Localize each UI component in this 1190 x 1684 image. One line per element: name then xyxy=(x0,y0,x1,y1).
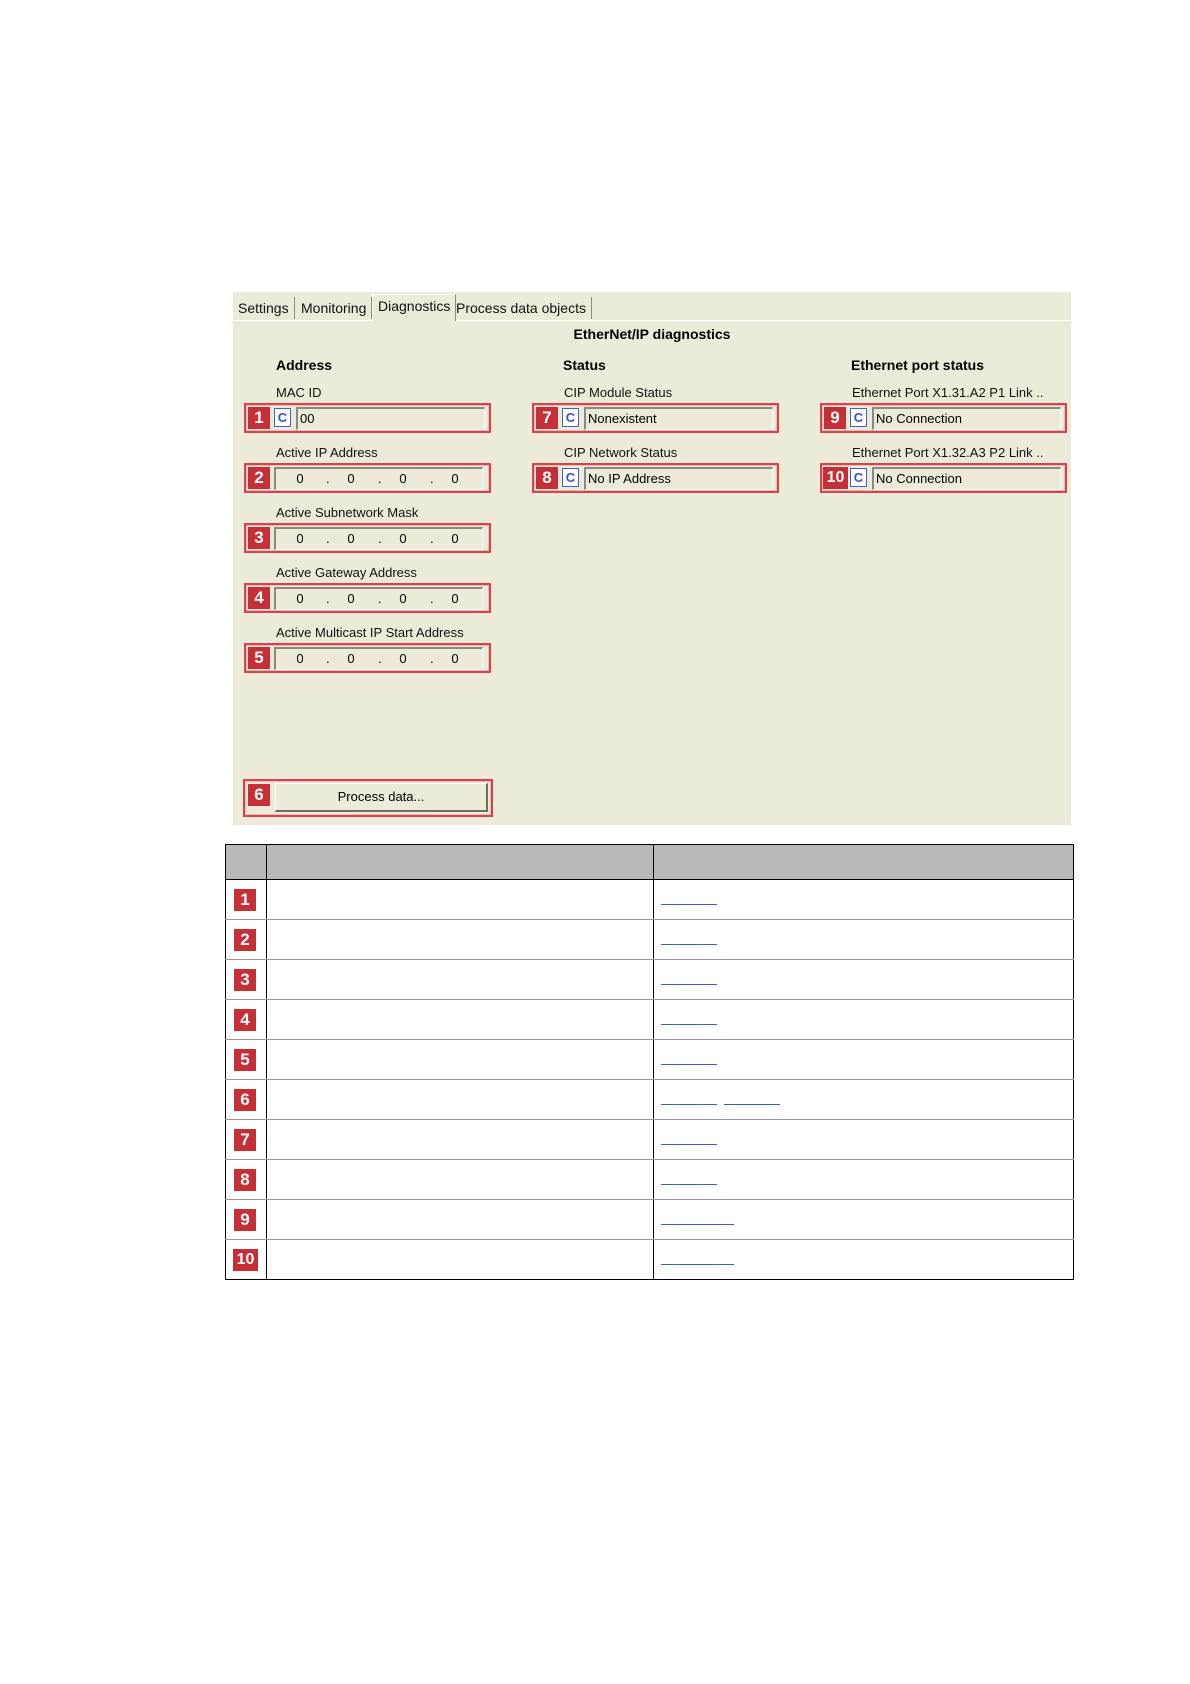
legend-row xyxy=(226,960,1074,1000)
active-multicast-ip-start-address-field[interactable] xyxy=(274,647,483,670)
legend-description-cell xyxy=(267,880,654,920)
legend-link[interactable] xyxy=(661,904,717,905)
callout-badge-5: 5 xyxy=(248,647,270,669)
active-subnetwork-mask-label: Active Subnetwork Mask xyxy=(276,505,419,520)
cip-network-status-field: No IP Address xyxy=(584,467,773,490)
legend-number-cell xyxy=(226,1080,267,1120)
legend-badge: 3 xyxy=(234,969,256,991)
legend-description-cell xyxy=(267,1080,654,1120)
legend-link[interactable] xyxy=(661,1184,717,1185)
legend-row xyxy=(226,1160,1074,1200)
ip-dot: . xyxy=(378,591,382,606)
callout-badge-1: 1 xyxy=(248,407,270,429)
active-multicast-ip-start-address-label: Active Multicast IP Start Address xyxy=(276,625,464,640)
legend-number-cell xyxy=(226,960,267,1000)
legend-header-row xyxy=(226,845,1074,880)
active-gateway-address-field[interactable] xyxy=(274,587,483,610)
legend-row xyxy=(226,1080,1074,1120)
legend-badge: 6 xyxy=(234,1089,256,1111)
legend-badge: 10 xyxy=(233,1249,258,1271)
ip-octet: 0 xyxy=(399,471,407,486)
legend-table xyxy=(225,844,1074,1280)
cip-module-status-label: CIP Module Status xyxy=(564,385,673,400)
mac-id-field: 00 xyxy=(296,407,485,430)
c-icon: C xyxy=(274,408,291,427)
ip-dot: . xyxy=(326,651,330,666)
ip-octet: 0 xyxy=(347,591,355,606)
ip-octet: 0 xyxy=(296,651,304,666)
ip-dot: . xyxy=(430,471,434,486)
legend-number-cell xyxy=(226,1200,267,1240)
ip-dot: . xyxy=(378,471,382,486)
tab-monitoring[interactable]: Monitoring xyxy=(296,297,372,319)
ip-octet: 0 xyxy=(451,471,459,486)
legend-link-cell xyxy=(654,1200,1074,1240)
legend-row xyxy=(226,920,1074,960)
c-icon: C xyxy=(562,468,579,487)
ip-octet: 0 xyxy=(451,651,459,666)
active-gateway-address-label: Active Gateway Address xyxy=(276,565,417,580)
callout-badge-2: 2 xyxy=(248,467,270,489)
legend-link[interactable] xyxy=(724,1104,780,1105)
legend-header-cell xyxy=(226,845,267,880)
tab-process-data-objects[interactable]: Process data objects xyxy=(451,297,592,319)
ip-octet: 0 xyxy=(296,531,304,546)
legend-description-cell xyxy=(267,1240,654,1280)
legend-badge: 7 xyxy=(234,1129,256,1151)
legend-description-cell xyxy=(267,1160,654,1200)
address-heading: Address xyxy=(276,357,333,373)
callout-badge-7: 7 xyxy=(536,407,558,429)
legend-link-cell xyxy=(654,1000,1074,1040)
ethernet-port-1-field: No Connection xyxy=(872,407,1061,430)
legend-link-cell xyxy=(654,920,1074,960)
active-ip-address-label: Active IP Address xyxy=(276,445,378,460)
legend-link[interactable] xyxy=(661,1144,717,1145)
callout-badge-9: 9 xyxy=(824,407,846,429)
ip-octet: 0 xyxy=(451,591,459,606)
legend-badge: 1 xyxy=(234,889,256,911)
legend-badge: 5 xyxy=(234,1049,256,1071)
diagnostics-panel xyxy=(233,292,1071,825)
legend-badge: 4 xyxy=(234,1009,256,1031)
tab-settings[interactable]: Settings xyxy=(233,297,295,319)
ip-octet: 0 xyxy=(347,471,355,486)
ip-dot: . xyxy=(430,591,434,606)
legend-row xyxy=(226,880,1074,920)
legend-badge: 2 xyxy=(234,929,256,951)
legend-number-cell xyxy=(226,1240,267,1280)
ip-dot: . xyxy=(326,591,330,606)
ethernet-port-status-heading: Ethernet port status xyxy=(851,357,985,373)
legend-link[interactable] xyxy=(661,944,717,945)
legend-row xyxy=(226,1200,1074,1240)
legend-description-cell xyxy=(267,1040,654,1080)
ip-dot: . xyxy=(378,531,382,546)
ip-dot: . xyxy=(430,531,434,546)
tab-bar xyxy=(233,292,1071,321)
legend-number-cell xyxy=(226,1040,267,1080)
ethernet-port-2-label: Ethernet Port X1.32.A3 P2 Link .. xyxy=(852,445,1044,460)
callout-badge-6: 6 xyxy=(248,784,270,806)
legend-number-cell xyxy=(226,1160,267,1200)
ip-dot: . xyxy=(430,651,434,666)
legend-row xyxy=(226,1040,1074,1080)
ethernet-port-1-label: Ethernet Port X1.31.A2 P1 Link .. xyxy=(852,385,1044,400)
active-subnetwork-mask-field[interactable] xyxy=(274,527,483,550)
ip-octet: 0 xyxy=(296,591,304,606)
legend-header-cell xyxy=(654,845,1074,880)
legend-badge: 8 xyxy=(234,1169,256,1191)
legend-badge: 9 xyxy=(234,1209,256,1231)
c-icon: C xyxy=(850,468,867,487)
legend-link[interactable] xyxy=(661,1264,734,1265)
ip-octet: 0 xyxy=(399,651,407,666)
legend-description-cell xyxy=(267,1000,654,1040)
legend-number-cell xyxy=(226,1000,267,1040)
legend-link[interactable] xyxy=(661,984,717,985)
legend-row xyxy=(226,1240,1074,1280)
legend-header-cell xyxy=(267,845,654,880)
c-icon: C xyxy=(850,408,867,427)
legend-link-cell xyxy=(654,1160,1074,1200)
legend-row xyxy=(226,1000,1074,1040)
ip-dot: . xyxy=(378,651,382,666)
callout-badge-10: 10 xyxy=(823,467,848,489)
callout-badge-8: 8 xyxy=(536,467,558,489)
ip-dot: . xyxy=(326,531,330,546)
cip-network-status-label: CIP Network Status xyxy=(564,445,678,460)
ip-octet: 0 xyxy=(451,531,459,546)
legend-number-cell xyxy=(226,1120,267,1160)
process-data-button[interactable]: Process data... xyxy=(275,783,488,812)
cip-module-status-field: Nonexistent xyxy=(584,407,773,430)
legend-link-cell xyxy=(654,960,1074,1000)
legend-number-cell xyxy=(226,920,267,960)
tab-diagnostics[interactable]: Diagnostics xyxy=(372,294,456,321)
legend-link[interactable] xyxy=(661,1104,717,1105)
legend-link[interactable] xyxy=(661,1224,734,1225)
ip-octet: 0 xyxy=(347,651,355,666)
legend-description-cell xyxy=(267,960,654,1000)
status-heading: Status xyxy=(563,357,606,373)
legend-link-cell xyxy=(654,1120,1074,1160)
active-ip-address-field[interactable] xyxy=(274,467,483,490)
callout-badge-4: 4 xyxy=(248,587,270,609)
c-icon: C xyxy=(562,408,579,427)
legend-link-cell xyxy=(654,1240,1074,1280)
ip-octet: 0 xyxy=(399,531,407,546)
legend-row xyxy=(226,1120,1074,1160)
panel-title: EtherNet/IP diagnostics xyxy=(573,326,731,342)
ip-dot: . xyxy=(326,471,330,486)
ethernet-port-2-field: No Connection xyxy=(872,467,1061,490)
legend-link[interactable] xyxy=(661,1064,717,1065)
callout-badge-3: 3 xyxy=(248,527,270,549)
ip-octet: 0 xyxy=(347,531,355,546)
legend-description-cell xyxy=(267,920,654,960)
legend-link-cell xyxy=(654,880,1074,920)
mac-id-label: MAC ID xyxy=(276,385,322,400)
legend-description-cell xyxy=(267,1120,654,1160)
legend-link-cell xyxy=(654,1040,1074,1080)
legend-description-cell xyxy=(267,1200,654,1240)
legend-link-cell xyxy=(654,1080,1074,1120)
legend-number-cell xyxy=(226,880,267,920)
ip-octet: 0 xyxy=(399,591,407,606)
legend-link[interactable] xyxy=(661,1024,717,1025)
ip-octet: 0 xyxy=(296,471,304,486)
